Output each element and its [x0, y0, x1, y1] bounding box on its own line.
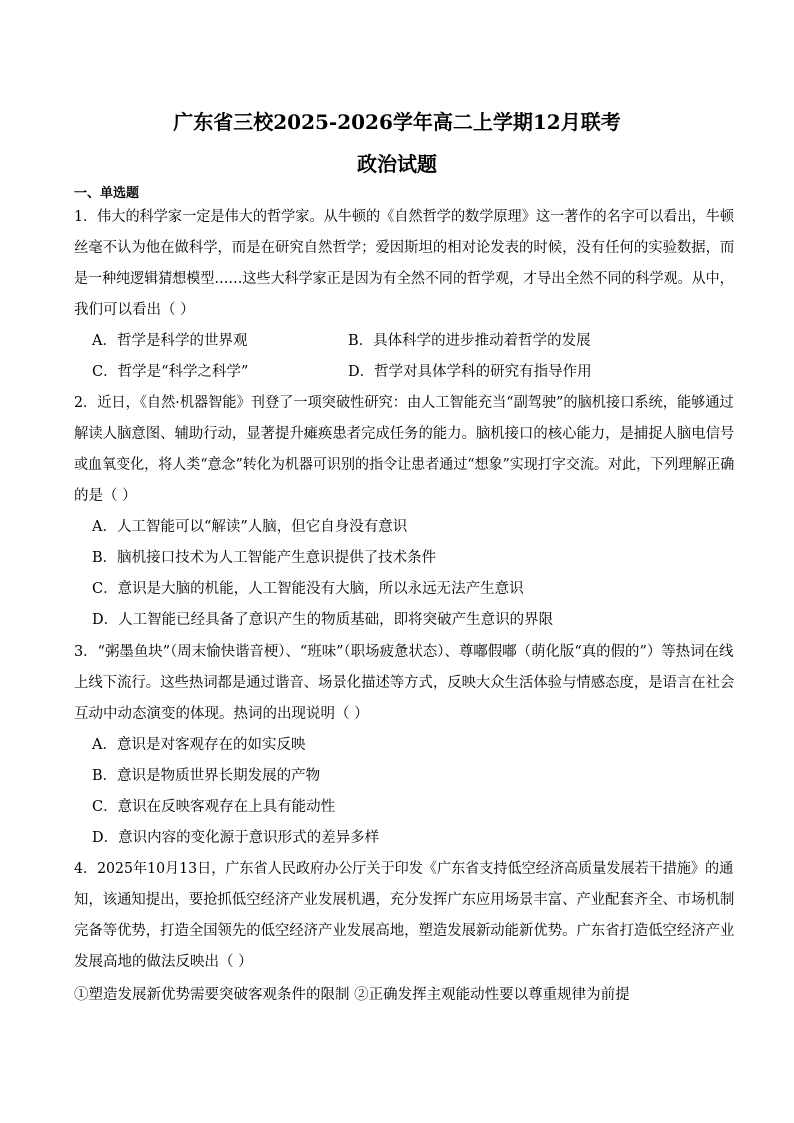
question-1-option-b: B．具体科学的进步推动着哲学的发展: [348, 333, 591, 349]
question-1-line-2: 丝毫不认为他在做科学，而是在研究自然哲学；爱因斯坦的相对论发表的时候，没有任何的实验数据，而: [74, 240, 735, 256]
question-2-line-4: 的是（ ）: [74, 488, 137, 504]
question-4-line-4: 发展高地的做法反映出（ ）: [74, 954, 253, 970]
question-4-line-3: 完备等优势，打造全国领先的低空经济产业发展高地，塑造发展新动能新优势。广东省打造低空经济产业: [74, 923, 735, 939]
question-1-line-3: 是一种纯逻辑猜想模型……这些大科学家正是因为有全然不同的哲学观，才导出全然不同的科学观。从中，: [74, 271, 734, 287]
question-2-option-b: B．脑机接口技术为人工智能产生意识提供了技术条件: [92, 550, 437, 566]
section-heading: 一、单选题: [74, 186, 140, 201]
question-2-option-d: D．人工智能已经具备了意识产生的物质基础，即将突破产生意识的界限: [92, 612, 554, 628]
question-1-option-d: D．哲学对具体学科的研究有指导作用: [348, 364, 592, 380]
question-1-line-4: 我们可以看出（ ）: [74, 302, 195, 318]
question-3-option-b: B．意识是物质世界长期发展的产物: [92, 768, 321, 784]
question-4-line-1: 4．2025年10月13日，广东省人民政府办公厅关于印发《广东省支持低空经济高质量发展若干措施》的通: [74, 861, 734, 877]
question-3-option-a: A．意识是对客观存在的如实反映: [92, 737, 306, 753]
question-2-option-c: C．意识是大脑的机能，人工智能没有大脑，所以永远无法产生意识: [92, 581, 524, 597]
question-2-line-3: 或血氧变化，将人类“意念”转化为机器可识别的指令让患者通过“想象”实现打字交流。对此，下列理解正确: [74, 457, 735, 473]
exam-subject: 政治试题: [357, 152, 437, 176]
question-3-line-3: 互动中动态演变的体现。热词的出现说明（ ）: [74, 706, 369, 722]
exam-title: 广东省三校2025-2026学年高二上学期12月联考: [173, 110, 621, 134]
question-1-option-c: C．哲学是“科学之科学”: [92, 364, 249, 380]
question-3-line-2: 上线下流行。这些热词都是通过谐音、场景化描述等方式，反映大众生活体验与情感态度，是语言在社会: [74, 675, 735, 691]
question-2-line-1: 2．近日，《自然·机器智能》刊登了一项突破性研究：由人工智能充当“副驾驶”的脑机接口系统，能够通过: [74, 395, 734, 411]
question-3-option-d: D．意识内容的变化源于意识形式的差异多样: [92, 830, 380, 846]
question-1-option-a: A．哲学是科学的世界观: [92, 333, 248, 349]
question-4-statements: ①塑造发展新优势需要突破客观条件的限制 ②正确发挥主观能动性要以尊重规律为前提: [74, 987, 630, 1003]
question-3-option-c: C．意识在反映客观存在上具有能动性: [92, 799, 336, 815]
question-2-option-a: A．人工智能可以“解读”人脑，但它自身没有意识: [92, 519, 408, 535]
question-1-line-1: 1．伟大的科学家一定是伟大的哲学家。从牛顿的《自然哲学的数学原理》这一著作的名字可以看出，牛顿: [74, 209, 735, 225]
question-2-line-2: 解读人脑意图、辅助行动，显著提升瘫痪患者完成任务的能力。脑机接口的核心能力，是捕捉人脑电信号: [74, 426, 735, 442]
question-4-line-2: 知，该通知提出，要抢抓低空经济产业发展机遇，充分发挥广东应用场景丰富、产业配套齐全、市场机制: [74, 892, 735, 908]
question-3-line-1: 3．“粥墨鱼块”（周末愉快谐音梗）、“班味”（职场疲惫状态）、尊嘟假嘟（萌化版“真的假的”）等热词在线: [74, 644, 734, 660]
